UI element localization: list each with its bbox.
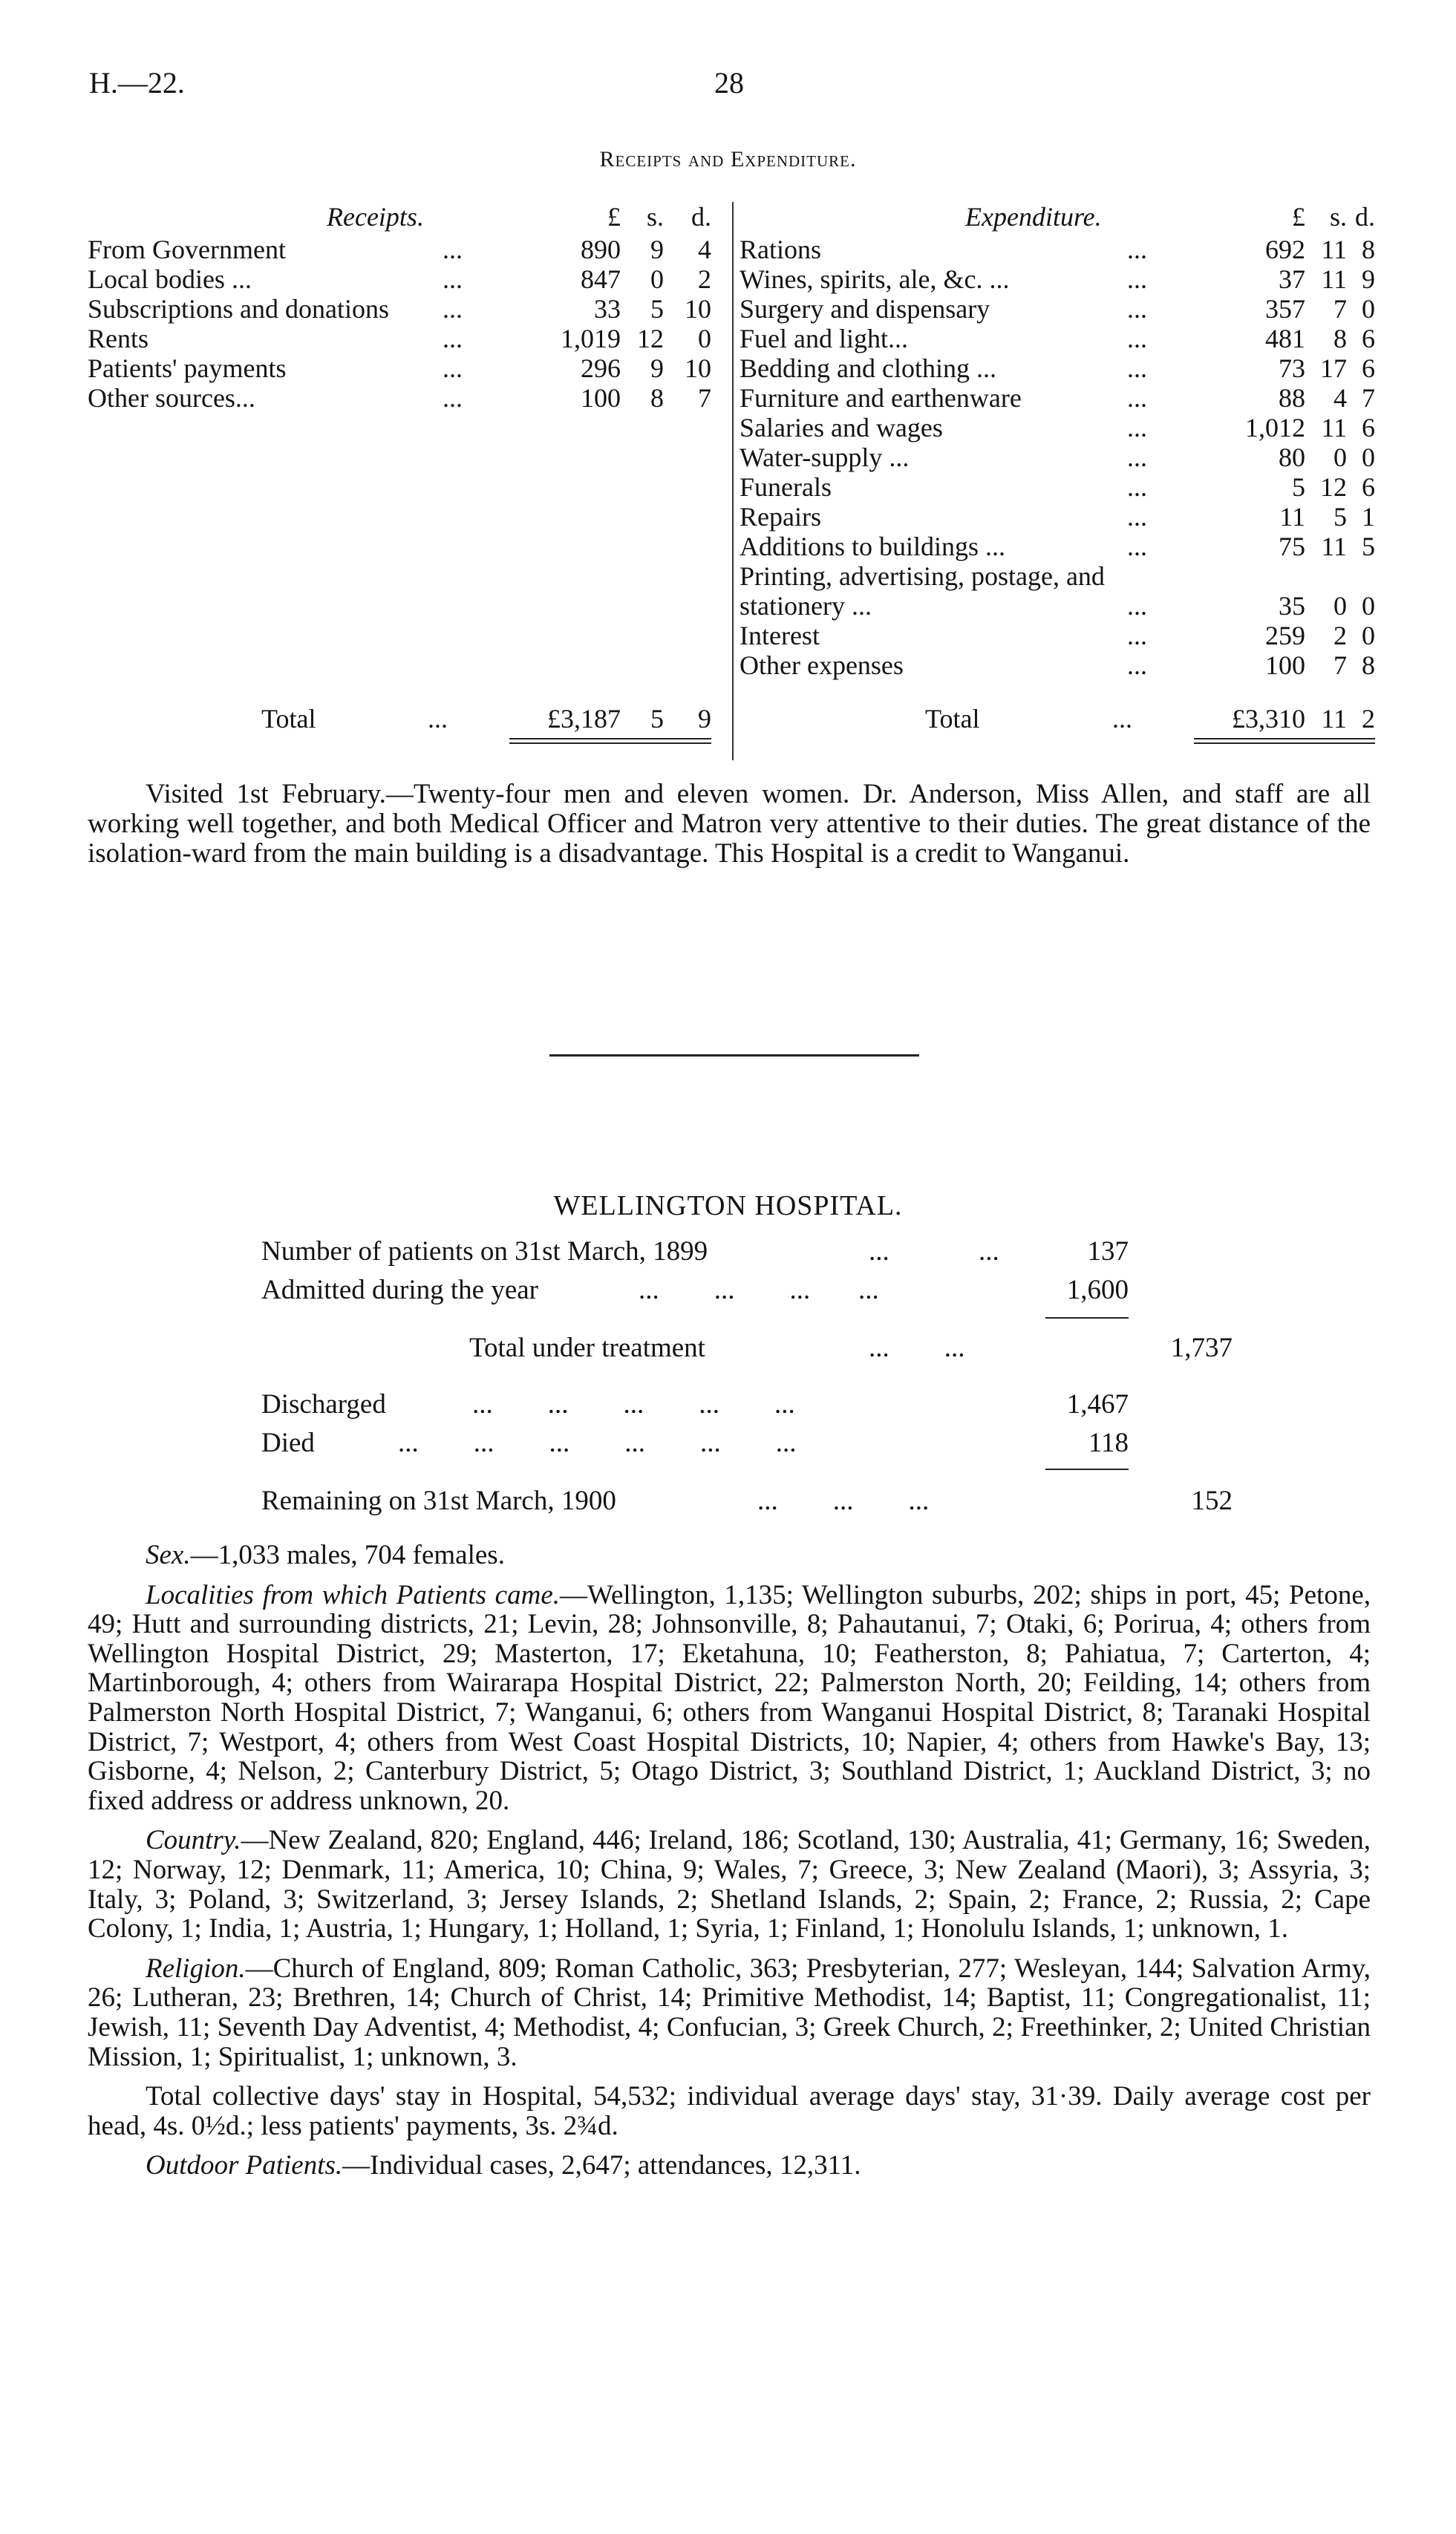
receipts-item-pounds: 847	[581, 264, 621, 294]
expenditure-item-label: Additions to buildings ...	[740, 532, 1006, 561]
expenditure-item-shillings: 11	[1321, 532, 1347, 561]
expenditure-item-shillings: 12	[1320, 472, 1347, 502]
receipts-col-header: s.	[646, 202, 664, 232]
expenditure-item-pence: 6	[1362, 472, 1375, 502]
expenditure-item-label: Repairs	[740, 502, 821, 532]
receipts-item-pence: 4	[698, 235, 711, 264]
dot-leader: ...	[1127, 353, 1147, 383]
patients-start-value: 137	[1087, 1236, 1129, 1267]
expenditure-item-pence: 0	[1362, 294, 1375, 324]
dot-leader: ...	[1127, 235, 1147, 264]
receipts-col-header: £	[607, 202, 621, 232]
expenditure-item-label: Rations	[740, 235, 822, 264]
receipts-item-shillings: 9	[650, 235, 664, 264]
expenditure-col-header: d.	[1355, 202, 1375, 232]
expenditure-item-label: Salaries and wages	[740, 413, 943, 443]
dot-leader: ... ... ...	[757, 1486, 930, 1516]
receipts-item-shillings: 9	[650, 353, 664, 383]
receipts-total-shillings: 5	[650, 704, 664, 734]
religion-paragraph	[88, 1954, 1371, 2071]
expenditure-total-pounds: £3,310	[1232, 704, 1305, 734]
total-treatment-label: Total under treatment	[469, 1333, 705, 1363]
dot-leader: ...	[443, 235, 463, 264]
receipts-item-shillings: 8	[650, 383, 664, 413]
expenditure-item-shillings: 5	[1333, 502, 1347, 532]
dot-leader: ...	[1127, 294, 1147, 324]
expenditure-item-label: Bedding and clothing ...	[740, 353, 996, 383]
expenditure-heading: Expenditure.	[965, 202, 1102, 232]
expenditure-item-pence: 5	[1362, 532, 1375, 561]
sum-rule	[1045, 1469, 1129, 1470]
expenditure-item-shillings: 4	[1333, 383, 1347, 413]
expenditure-item-shillings: 0	[1333, 443, 1347, 472]
dot-leader: ...	[1127, 413, 1147, 443]
admitted-value: 1,600	[1066, 1275, 1129, 1305]
expenditure-item-shillings: 0	[1333, 591, 1347, 621]
dot-leader: ...	[1127, 650, 1147, 680]
expenditure-item-pounds: 357	[1265, 294, 1305, 324]
dot-leader: ...	[443, 383, 463, 413]
receipts-item-label: Local bodies ...	[88, 264, 252, 294]
expenditure-item-pounds: 481	[1265, 324, 1305, 353]
expenditure-item-pounds: 11	[1279, 502, 1305, 532]
dot-leader: ...	[1127, 472, 1147, 502]
expenditure-item-label: stationery ...	[740, 591, 872, 621]
expenditure-item-label: Interest	[740, 621, 820, 650]
dot-leader: ...	[443, 353, 463, 383]
expenditure-item-label: Furniture and earthenware	[740, 383, 1022, 413]
expenditure-item-pounds: 73	[1279, 353, 1305, 383]
expenditure-item-pence: 8	[1362, 235, 1375, 264]
religion-text: —Church of England, 809; Roman Catholic, 363; Presbyterian, 277; Wesleyan, 144; Salvation Army, 26; Lutheran, 23; Brethren, 14; Church of Christ, 14; Primitive Methodist, 14; Baptist, 11; Congregationalist, 11; Jewish, 11; Seventh Day Adventist, 4; Methodist, 4; Confucian, 3; Greek Church, 2; Freethinker, 2; United Christian Mission, 1; Spiritualist, 1; unknown, 3.	[88, 1953, 1371, 2072]
receipts-item-label: Rents	[88, 324, 149, 353]
receipts-item-label: From Government	[88, 235, 286, 264]
dot-leader: ...	[1127, 324, 1147, 353]
dot-leader: ... ... ... ... ...	[472, 1389, 795, 1420]
remaining-value: 152	[1191, 1486, 1233, 1516]
stay-paragraph: Total collective days' stay in Hospital, 54,532; individual average days' stay, 31·39. Daily average cost per head, 4s. 0½d.; less patients' payments, 3s. 2¾d.	[88, 2081, 1371, 2141]
expenditure-item-label: Wines, spirits, ale, &c. ...	[740, 264, 1010, 294]
dot-leader: ...	[1127, 502, 1147, 532]
expenditure-item-pence: 1	[1362, 502, 1375, 532]
page-number: 28	[714, 66, 744, 99]
localities-label: Localities from which Patients came.	[146, 1579, 560, 1610]
receipts-item-label: Patients' payments	[88, 353, 287, 383]
dot-leader: ...	[1112, 704, 1132, 734]
expenditure-item-shillings: 8	[1333, 324, 1347, 353]
receipts-heading: Receipts.	[327, 202, 424, 232]
expenditure-item-pence: 0	[1362, 591, 1375, 621]
expenditure-item-pounds: 5	[1292, 472, 1305, 502]
receipts-item-label: Subscriptions and donations	[88, 294, 389, 324]
expenditure-item-pence: 6	[1362, 353, 1375, 383]
expenditure-col-header: s.	[1329, 202, 1347, 232]
dot-leader: ...	[428, 704, 448, 734]
expenditure-item-pounds: 1,012	[1245, 413, 1305, 443]
expenditure-item-pence: 0	[1362, 621, 1375, 650]
expenditure-total-shillings: 11	[1321, 704, 1347, 734]
receipts-item-label: Other sources...	[88, 383, 255, 413]
dot-leader: ...	[443, 324, 463, 353]
expenditure-item-pence: 6	[1362, 413, 1375, 443]
expenditure-col-header: £	[1292, 202, 1305, 232]
receipts-total-pence: 9	[698, 704, 711, 734]
dot-leader: ...	[1127, 591, 1147, 621]
expenditure-item-pounds: 100	[1265, 650, 1305, 680]
dot-leader: ...	[1127, 621, 1147, 650]
country-text: —New Zealand, 820; England, 446; Ireland, 186; Scotland, 130; Australia, 41; Germany, 16; Sweden, 12; Norway, 12; Denmark, 11; America, 10; China, 9; Wales, 7; Greece, 3; New Zealand (Maori), 3; Assyria, 3; Italy, 3; Poland, 3; Switzerland, 3; Jersey Islands, 2; Shetland Islands, 2; Spain, 2; France, 2; Russia, 2; Cape Colony, 1; India, 1; Austria, 1; Hungary, 1; Holland, 1; Syria, 1; Finland, 1; Honolulu Islands, 1; unknown, 1.	[88, 1825, 1371, 1944]
expenditure-item-shillings: 7	[1333, 294, 1347, 324]
expenditure-item-shillings: 17	[1320, 353, 1347, 383]
country-paragraph	[88, 1826, 1371, 1943]
receipts-item-pence: 10	[685, 294, 711, 324]
expenditure-item-pounds: 259	[1265, 621, 1305, 650]
visit-note-text: Visited 1st February.—Twenty-four men and eleven women. Dr. Anderson, Miss Allen, and staff are all working well together, and both Medical Officer and Matron very attentive to their duties. The great distance of the isolation-ward from the main building is a disadvantage. This Hospital is a credit to Wanganui.	[88, 779, 1371, 869]
total-treatment-value: 1,737	[1170, 1333, 1233, 1363]
expenditure-total-label: Total	[925, 704, 980, 734]
receipts-item-shillings: 5	[650, 294, 664, 324]
expenditure-total-pence: 2	[1362, 704, 1375, 734]
discharged-value: 1,467	[1066, 1389, 1129, 1420]
receipts-item-pounds: 100	[581, 383, 621, 413]
receipts-item-pounds: 296	[581, 353, 621, 383]
report-code: H.—22.	[89, 66, 185, 99]
expenditure-item-pence: 6	[1362, 324, 1375, 353]
expenditure-item-label: Other expenses	[740, 650, 904, 680]
dot-leader: ...	[1127, 264, 1147, 294]
section-title: Receipts and Expenditure.	[599, 147, 857, 172]
expenditure-item-shillings: 11	[1321, 413, 1347, 443]
religion-label: Religion.	[146, 1953, 246, 1984]
localities-paragraph	[88, 1581, 1371, 1816]
expenditure-item-shillings: 11	[1321, 264, 1347, 294]
dot-leader: ... ...	[869, 1236, 999, 1267]
discharged-label: Discharged	[261, 1389, 386, 1420]
expenditure-item-shillings: 7	[1333, 650, 1347, 680]
expenditure-item-shillings: 2	[1333, 621, 1347, 650]
sex-label: Sex.	[146, 1540, 191, 1570]
expenditure-item-pence: 9	[1362, 264, 1375, 294]
remaining-label: Remaining on 31st March, 1900	[261, 1486, 616, 1516]
expenditure-item-pounds: 692	[1265, 235, 1305, 264]
expenditure-item-label: Funerals	[740, 472, 832, 502]
expenditure-item-pence: 7	[1362, 383, 1375, 413]
expenditure-item-pounds: 80	[1279, 443, 1305, 472]
receipts-col-header: d.	[691, 202, 711, 232]
receipts-item-pence: 2	[698, 264, 711, 294]
dot-leader: ...	[1127, 383, 1147, 413]
dot-leader: ...	[1127, 532, 1147, 561]
expenditure-item-pounds: 35	[1279, 591, 1305, 621]
expenditure-item-label: Printing, advertising, postage, and	[740, 561, 1105, 591]
expenditure-item-label: Fuel and light...	[740, 324, 908, 353]
died-value: 118	[1088, 1428, 1129, 1458]
expenditure-item-pence: 8	[1362, 650, 1375, 680]
dot-leader: ...	[443, 294, 463, 324]
expenditure-item-pounds: 37	[1279, 264, 1305, 294]
sex-text: —1,033 males, 704 females.	[190, 1540, 505, 1570]
dot-leader: ... ... ... ... ... ...	[398, 1428, 797, 1458]
sum-rule	[1045, 1317, 1129, 1319]
receipts-item-pence: 10	[685, 353, 711, 383]
expenditure-item-pounds: 75	[1279, 532, 1305, 561]
receipts-total-pounds: £3,187	[547, 704, 621, 734]
receipts-item-pounds: 890	[581, 235, 621, 264]
outdoor-label: Outdoor Patients.	[146, 2150, 343, 2181]
expenditure-item-pounds: 88	[1279, 383, 1305, 413]
dot-leader: ... ... ... ...	[639, 1275, 879, 1305]
expenditure-item-label: Water-supply ...	[740, 443, 910, 472]
receipts-total-label: Total	[261, 704, 316, 734]
receipts-item-pounds: 1,019	[561, 324, 621, 353]
receipts-item-pence: 7	[698, 383, 711, 413]
outdoor-text: —Individual cases, 2,647; attendances, 12,311.	[342, 2150, 861, 2181]
outdoor-paragraph	[88, 2151, 1371, 2181]
sex-paragraph	[88, 1541, 1371, 1570]
wellington-details	[88, 1541, 1371, 2191]
admitted-label: Admitted during the year	[261, 1275, 538, 1305]
receipts-item-shillings: 12	[637, 324, 664, 353]
expenditure-item-label: Surgery and dispensary	[740, 294, 990, 324]
receipts-item-shillings: 0	[650, 264, 664, 294]
died-label: Died	[261, 1428, 315, 1458]
wellington-hospital-title: WELLINGTON HOSPITAL.	[553, 1190, 903, 1221]
expenditure-item-shillings: 11	[1321, 235, 1347, 264]
country-label: Country.	[146, 1825, 241, 1856]
dot-leader: ... ...	[869, 1333, 965, 1363]
receipts-item-pounds: 33	[594, 294, 621, 324]
receipts-item-pence: 0	[698, 324, 711, 353]
dot-leader: ...	[1127, 443, 1147, 472]
expenditure-item-pence: 0	[1362, 443, 1375, 472]
patients-start-label: Number of patients on 31st March, 1899	[261, 1236, 708, 1267]
localities-text: —Wellington, 1,135; Wellington suburbs, 202; ships in port, 45; Petone, 49; Hutt and surrounding districts, 21; Levin, 28; Johnsonville, 8; Pahautanui, 7; Otaki, 6; Porirua, 4; others from Wellington Hospital District, 29; Masterton, 17; Eketahuna, 10; Featherston, 8; Pahiatua, 7; Carterton, 4; Martinborough, 4; others from Wairarapa Hospital District, 22; Palmerston North, 20; Feilding, 14; others from Palmerston North Hospital District, 7; Wanganui, 6; others from Wanganui Hospital District, 8; Taranaki Hospital District, 7; Westport, 4; others from West Coast Hospital Districts, 10; Napier, 4; others from Hawke's Bay, 13; Gisborne, 4; Nelson, 2; Canterbury District, 5; Otago District, 3; Southland District, 1; Auckland District, 3; no fixed address or address unknown, 20.	[88, 1579, 1371, 1816]
dot-leader: ...	[443, 264, 463, 294]
